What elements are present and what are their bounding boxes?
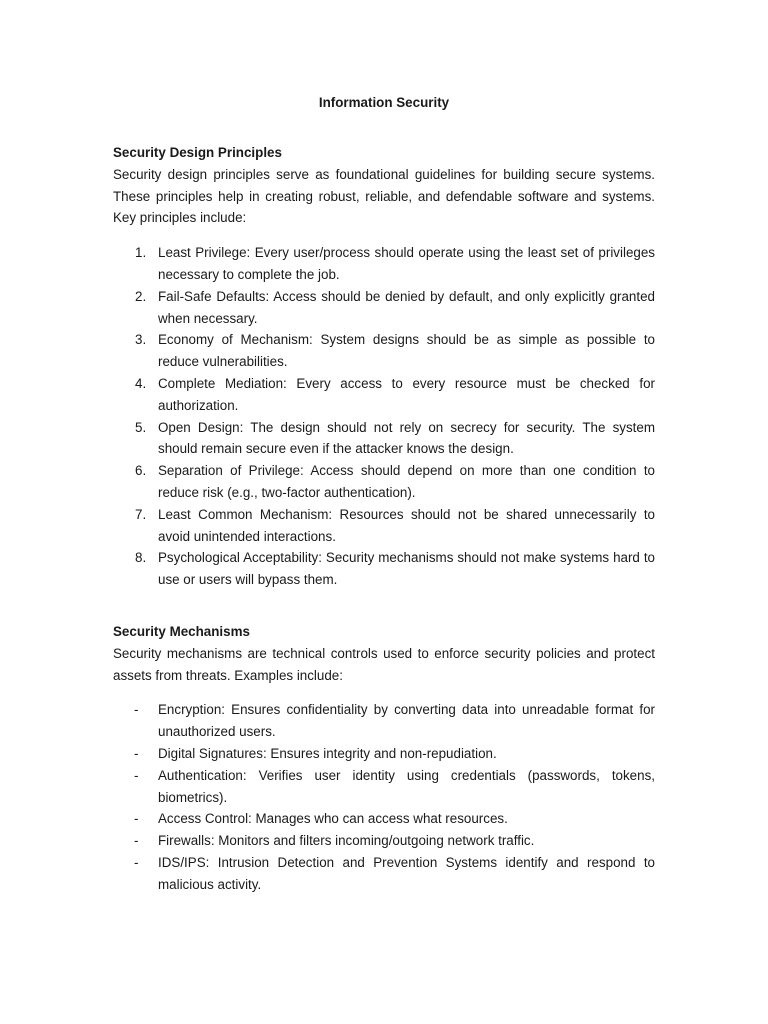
list-item-text: IDS/IPS: Intrusion Detection and Prevention Systems identify and respond to malicious activity. bbox=[158, 854, 655, 892]
list-item bbox=[113, 808, 655, 830]
list-item-text: Digital Signatures: Ensures integrity and non-repudiation. bbox=[158, 745, 497, 761]
list-item-text: Authentication: Verifies user identity using credentials (passwords, tokens, biometrics). bbox=[158, 767, 655, 805]
list-item bbox=[113, 242, 655, 286]
list-dash: - bbox=[134, 854, 139, 870]
list-item bbox=[113, 743, 655, 765]
list-item-text: Economy of Mechanism: System designs should be as simple as possible to reduce vulnerabilities. bbox=[158, 332, 655, 370]
section-security-mechanisms bbox=[113, 621, 655, 896]
list-item bbox=[113, 329, 655, 373]
list-number: 5. bbox=[135, 419, 147, 435]
design-principles-intro: Security design principles serve as foundational guidelines for building secure systems. These principles help in creating robust, reliable, and defendable software and systems. Key principles include: bbox=[113, 166, 655, 226]
list-dash: - bbox=[134, 811, 139, 827]
list-item bbox=[113, 852, 655, 896]
list-item bbox=[113, 286, 655, 330]
document-title: Information Security bbox=[318, 95, 450, 110]
list-number: 6. bbox=[135, 463, 147, 479]
list-item-text: Encryption: Ensures confidentiality by converting data into unreadable format for unauthorized users. bbox=[158, 702, 655, 740]
security-mechanisms-list bbox=[113, 699, 655, 895]
list-item bbox=[113, 504, 655, 548]
section-design-principles bbox=[113, 142, 655, 591]
list-item-text: Open Design: The design should not rely on secrecy for security. The system should remain secure even if the attacker knows the design. bbox=[158, 419, 655, 457]
list-item-text: Firewalls: Monitors and filters incoming/outgoing network traffic. bbox=[158, 833, 535, 849]
list-item-text: Separation of Privilege: Access should depend on more than one condition to reduce risk (e.g., two-factor authentication). bbox=[158, 463, 655, 500]
list-item-text: Fail-Safe Defaults: Access should be denied by default, and only explicitly granted when necessary. bbox=[158, 288, 655, 326]
list-item-text: Psychological Acceptability: Security mechanisms should not make systems hard to use or users will bypass them. bbox=[158, 550, 655, 588]
list-item-text: Access Control: Manages who can access what resources. bbox=[158, 811, 508, 827]
list-dash: - bbox=[134, 833, 139, 849]
list-dash: - bbox=[134, 767, 139, 783]
list-item bbox=[113, 547, 655, 591]
list-number: 2. bbox=[135, 288, 147, 304]
list-item bbox=[113, 460, 655, 504]
list-number: 7. bbox=[135, 506, 147, 522]
list-dash: - bbox=[134, 702, 139, 718]
list-item-text: Least Privilege: Every user/process should operate using the least set of privileges necessary to complete the job. bbox=[158, 245, 655, 282]
list-number: 3. bbox=[135, 332, 147, 348]
list-item bbox=[113, 373, 655, 417]
design-principles-list bbox=[113, 242, 655, 591]
list-item-text: Least Common Mechanism: Resources should not be shared unnecessarily to avoid unintended interactions. bbox=[158, 506, 655, 544]
security-mechanisms-intro: Security mechanisms are technical controls used to enforce security policies and protect assets from threats. Examples include: bbox=[113, 645, 655, 683]
list-number: 8. bbox=[135, 550, 147, 566]
section-heading-security-mechanisms: Security Mechanisms bbox=[113, 624, 250, 639]
section-heading-design-principles: Security Design Principles bbox=[113, 145, 282, 160]
list-item bbox=[113, 830, 655, 852]
list-item bbox=[113, 699, 655, 743]
list-item bbox=[113, 417, 655, 461]
list-number: 1. bbox=[135, 245, 147, 261]
list-number: 4. bbox=[135, 375, 147, 391]
list-item bbox=[113, 765, 655, 809]
list-dash: - bbox=[134, 745, 139, 761]
list-item-text: Complete Mediation: Every access to every resource must be checked for authorization. bbox=[158, 375, 655, 413]
